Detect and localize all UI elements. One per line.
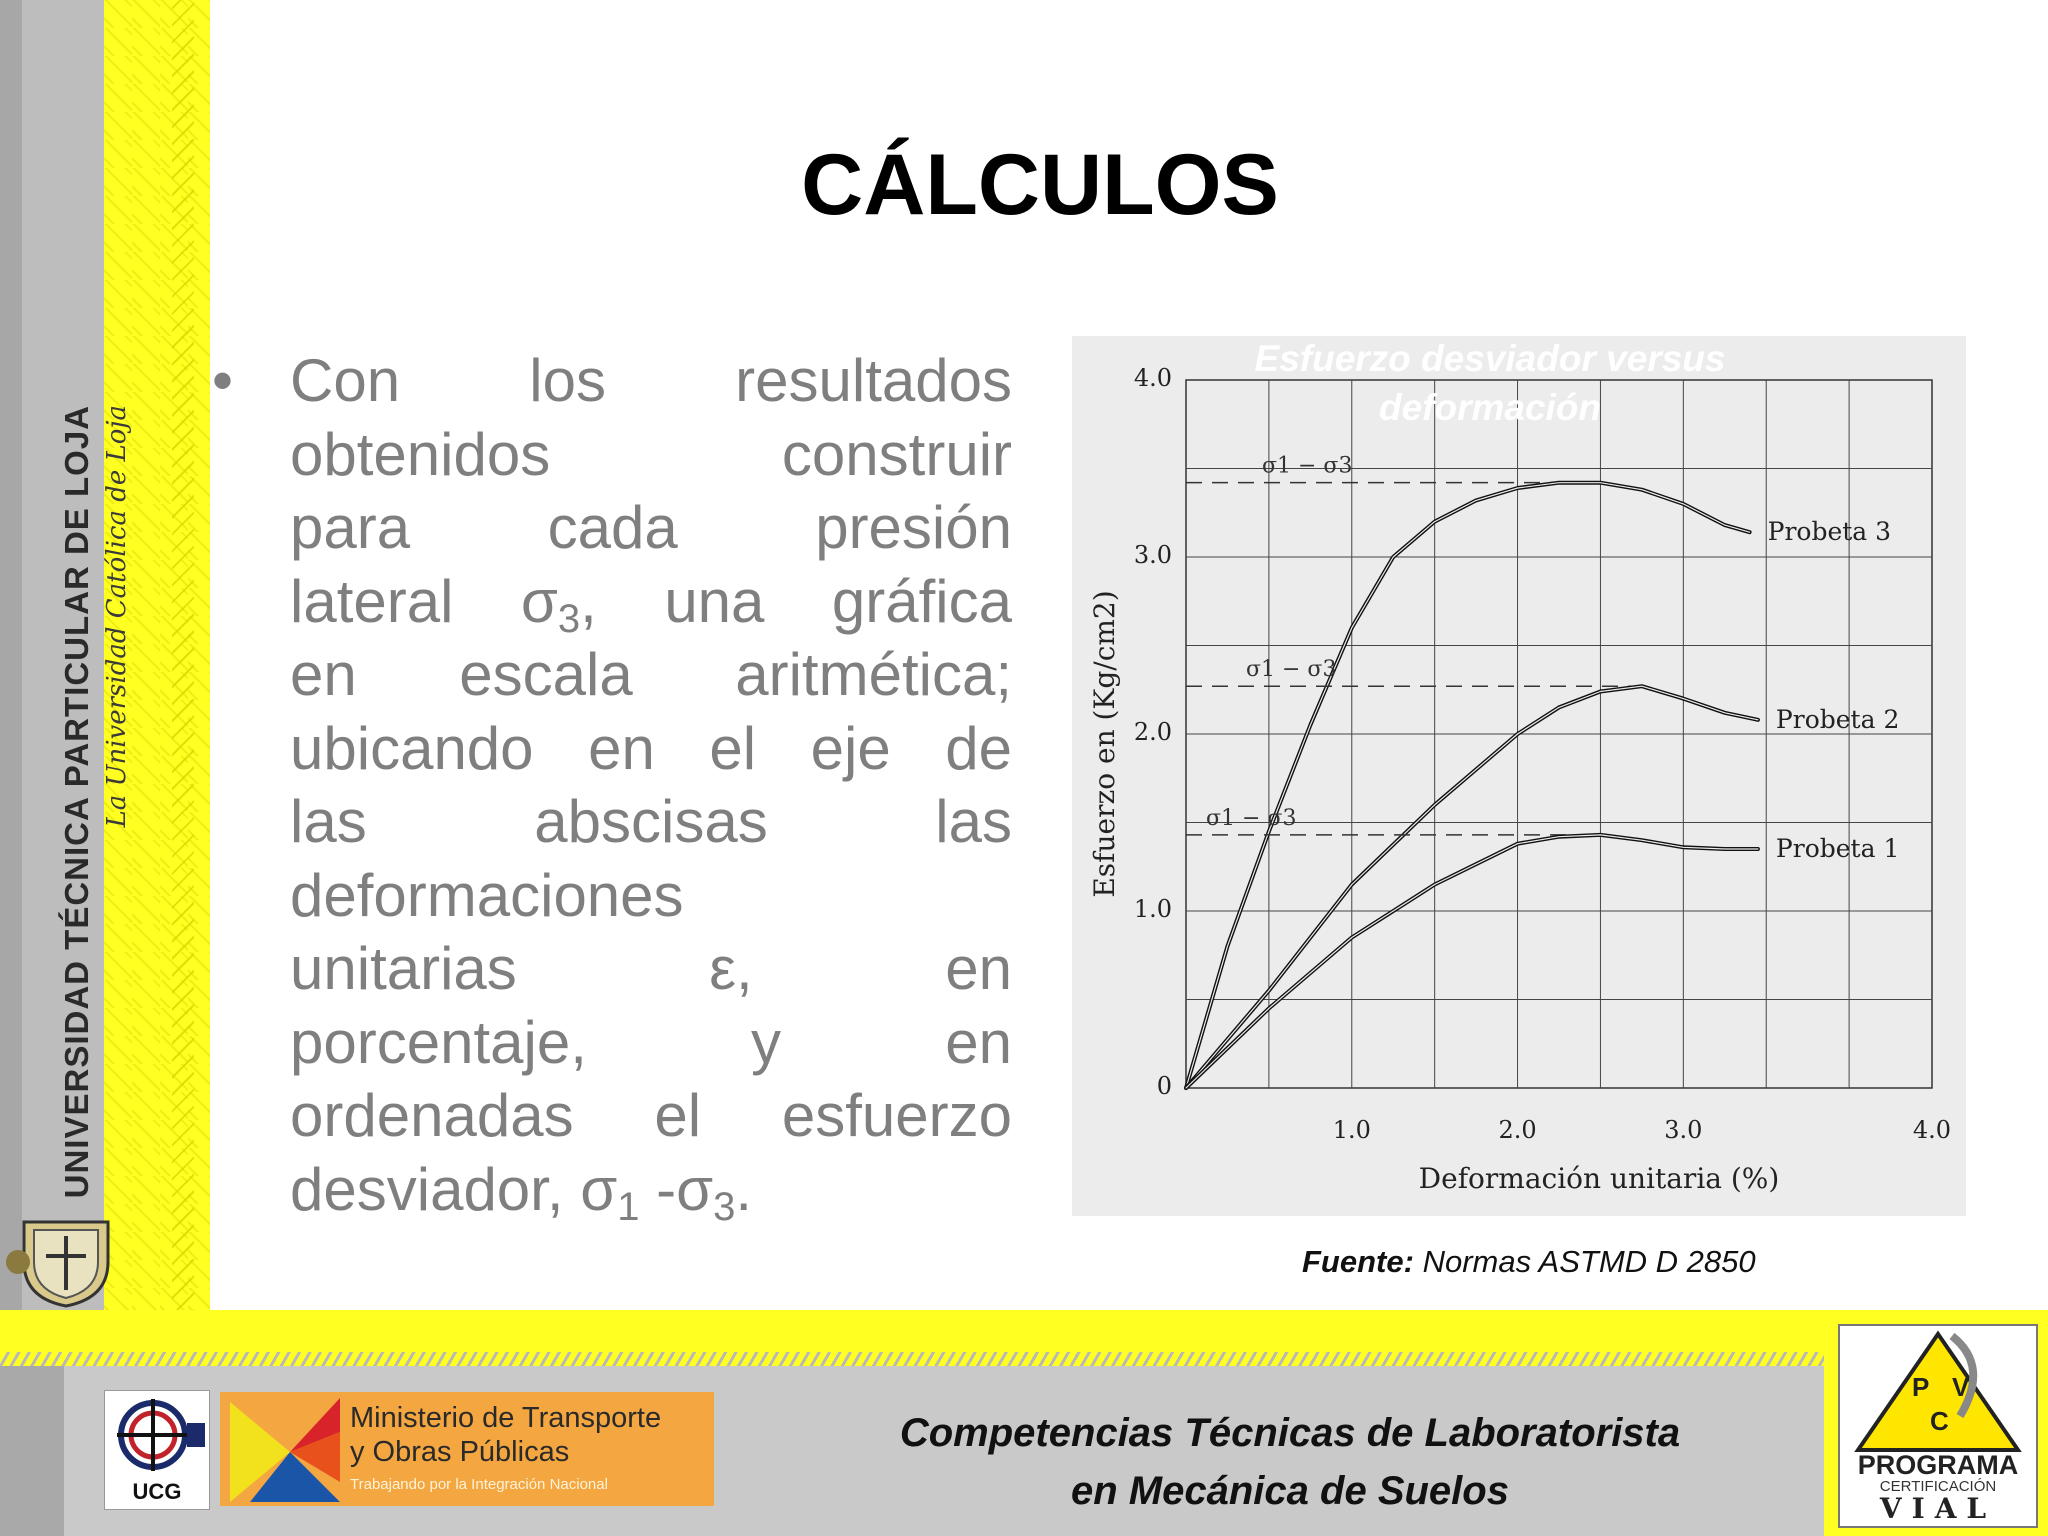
body-line: Con los resultados xyxy=(290,347,1012,414)
pcv-vial: VIAL xyxy=(1879,1492,1997,1525)
ministry-logo xyxy=(220,1392,714,1506)
y-tick-label: 0 xyxy=(1156,1072,1172,1100)
peak-label: σ1 − σ3 xyxy=(1246,657,1337,683)
pcv-triangle-icon xyxy=(1840,1326,2036,1456)
footer-dash-pattern xyxy=(0,1352,1830,1366)
source-label: Fuente: xyxy=(1302,1244,1414,1279)
pcv-letter-c: C xyxy=(1930,1406,1949,1436)
series-label: Probeta 3 xyxy=(1767,517,1892,547)
source-text: Normas ASTMD D 2850 xyxy=(1422,1244,1756,1279)
ministry-name-line1: Ministerio de Transporte xyxy=(350,1402,662,1434)
x-tick-label: 3.0 xyxy=(1664,1116,1703,1144)
body-line: lateral $\sigma_3$, una gráfica xyxy=(290,567,1012,641)
x-tick-label: 4.0 xyxy=(1912,1116,1952,1144)
series-label: Probeta 1 xyxy=(1775,834,1900,864)
source-citation xyxy=(1302,1244,1756,1280)
peak-label: σ1 − σ3 xyxy=(1262,453,1353,479)
university-crest-icon xyxy=(4,1212,128,1308)
pcv-programa: PROGRAMA xyxy=(1857,1450,2019,1480)
ucg-label: UCG xyxy=(132,1479,182,1504)
body-line: ubicando en el eje de xyxy=(290,714,1012,782)
footer-course-title xyxy=(760,1404,1820,1520)
y-axis-label: Esfuerzo en (Kg/cm2) xyxy=(1088,590,1121,898)
chart-title: Esfuerzo desviador versus deformación xyxy=(1254,338,1726,428)
stress-strain-chart xyxy=(1072,336,1966,1216)
x-axis-label: Deformación unitaria (%) xyxy=(1418,1162,1780,1195)
body-line: desviador, $\sigma_1$ $-\sigma_3$. xyxy=(290,1155,753,1229)
body-paragraph xyxy=(290,344,1012,1229)
pcv-letter-p: P xyxy=(1912,1372,1930,1402)
ucg-emblem-icon xyxy=(105,1391,209,1481)
y-tick-label: 4.0 xyxy=(1133,364,1172,392)
pcv-logo-panel xyxy=(1838,1324,2038,1528)
body-line: para cada presión xyxy=(290,494,1012,561)
body-line: obtenidos construir xyxy=(290,420,1012,488)
pcv-certificacion: CERTIFICACIÓN xyxy=(1879,1478,1997,1495)
university-name: UNIVERSIDAD TÉCNICA PARTICULAR DE LOJA xyxy=(58,405,95,1199)
footer-line2: en Mecánica de Suelos xyxy=(1071,1469,1509,1513)
ministry-slogan: Trabajando por la Integración Nacional xyxy=(350,1476,608,1493)
body-line: porcentaje, y en xyxy=(290,1008,1012,1076)
body-line: las abscisas las xyxy=(290,788,1012,855)
body-line: en escala aritmética; xyxy=(290,641,1012,708)
bullet-point: • xyxy=(212,347,234,414)
sidebar-zigzag xyxy=(172,0,194,1310)
series-label: Probeta 2 xyxy=(1775,704,1900,734)
peak-label: σ1 − σ3 xyxy=(1206,805,1297,831)
footer-line1: Competencias Técnicas de Laboratorista xyxy=(899,1411,1681,1455)
x-tick-label: 1.0 xyxy=(1332,1116,1371,1144)
chart-panel xyxy=(1072,336,1966,1216)
x-tick-label: 2.0 xyxy=(1498,1116,1537,1144)
pcv-logo xyxy=(1824,1310,2048,1536)
body-line: unitarias ε, en xyxy=(290,935,1012,1002)
pcv-letter-v: V xyxy=(1952,1372,1970,1402)
ministry-emblem-icon xyxy=(220,1392,346,1506)
footer-dark-strip xyxy=(0,1366,64,1536)
y-tick-label: 1.0 xyxy=(1133,895,1172,923)
y-tick-label: 3.0 xyxy=(1133,541,1172,569)
body-line: ordenadas el esfuerzo xyxy=(290,1082,1012,1149)
body-line: deformaciones xyxy=(290,861,684,929)
university-tagline: La Universidad Católica de Loja xyxy=(102,405,132,828)
university-name-vertical xyxy=(10,405,130,1205)
ministry-name-line2: y Obras Públicas xyxy=(350,1436,570,1468)
y-tick-label: 2.0 xyxy=(1133,718,1172,746)
ucg-logo xyxy=(104,1390,210,1510)
page-title: CÁLCULOS xyxy=(801,137,1279,233)
